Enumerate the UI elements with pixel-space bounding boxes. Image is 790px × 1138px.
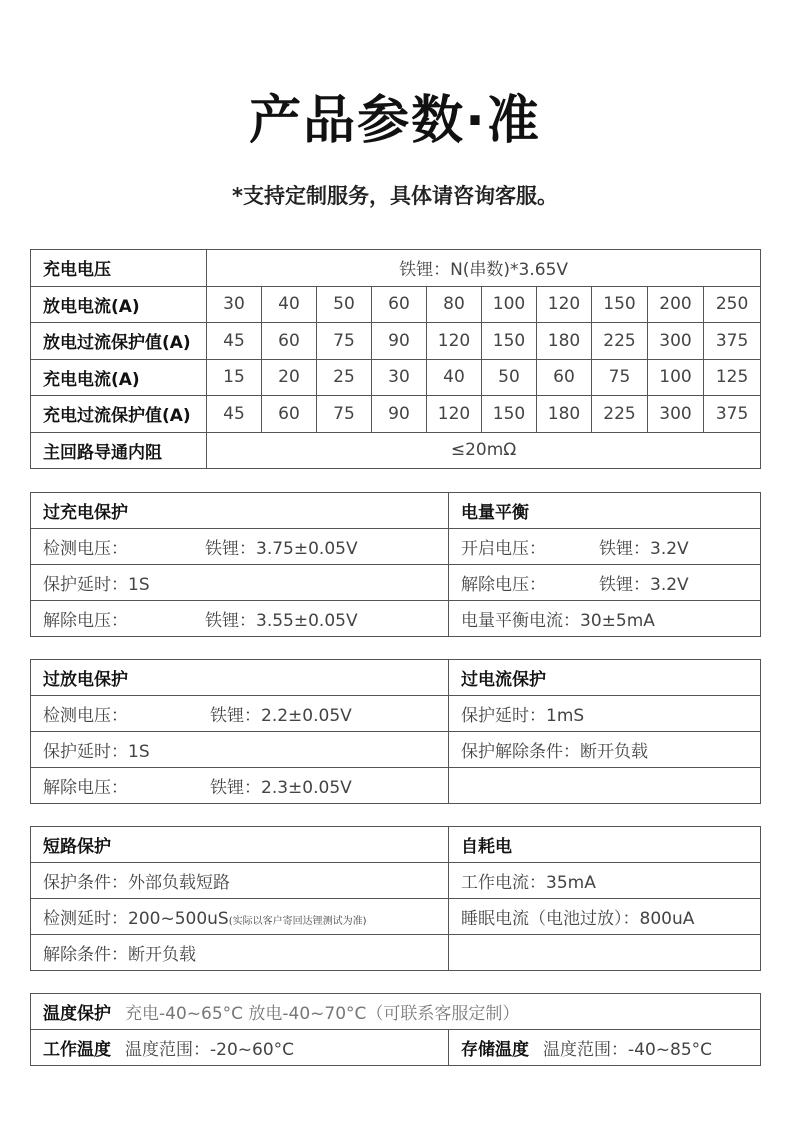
table-cell: 75 [317, 323, 372, 360]
balance-current: 电量平衡电流：30±5mA [449, 601, 761, 637]
sleep-current: 睡眠电流（电池过放）：800uA [449, 899, 761, 935]
overcharge-detect-value: 铁锂：3.75±0.05V [205, 539, 358, 559]
table-cell: 300 [648, 396, 704, 433]
resistance-label: 主回路导通内阻 [31, 432, 207, 469]
table-cell: 300 [648, 323, 704, 360]
overdischarge-detect-cell [31, 696, 449, 732]
temperature-protect-cell [31, 994, 761, 1030]
balance-release-cell [449, 565, 761, 601]
row-label: 放电电流(A) [31, 286, 207, 323]
table-cell: 60 [262, 323, 317, 360]
overcharge-balance-table [30, 492, 761, 637]
short-circuit-release: 解除条件：断开负载 [31, 935, 449, 971]
work-temperature-label: 工作温度 [43, 1040, 111, 1060]
charge-overcurrent-row [31, 396, 761, 433]
short-circuit-delay: 检测延时：200~500uS [43, 909, 229, 929]
table-cell: 20 [262, 359, 317, 396]
balance-release-label: 解除电压： [461, 575, 546, 595]
table-cell: 90 [372, 323, 427, 360]
overdischarge-release-label: 解除电压： [43, 778, 128, 798]
temperature-protect-value: 充电-40~65°C 放电-40~70°C（可联系客服定制） [125, 1004, 520, 1024]
balance-open-label: 开启电压： [461, 539, 546, 559]
overdischarge-overcurrent-table [30, 659, 761, 804]
table-cell: 375 [704, 396, 761, 433]
table-cell: 60 [372, 286, 427, 323]
short-circuit-delay-note: (实际以客户寄回达锂测试为准) [228, 916, 367, 927]
table-cell: 75 [592, 359, 648, 396]
table-cell: 60 [262, 396, 317, 433]
table-cell: 30 [207, 286, 262, 323]
table-cell: 90 [372, 396, 427, 433]
overcurrent-title: 过电流保护 [449, 660, 761, 696]
table-cell: 40 [262, 286, 317, 323]
overcharge-title: 过充电保护 [31, 493, 449, 529]
short-circuit-condition: 保护条件：外部负载短路 [31, 863, 449, 899]
table-cell: 30 [372, 359, 427, 396]
overcharge-release-cell [31, 601, 449, 637]
overdischarge-detect-label: 检测电压： [43, 706, 128, 726]
balance-open-value: 铁锂：3.2V [599, 539, 689, 559]
table-cell: 150 [482, 396, 537, 433]
resistance-value: ≤20mΩ [207, 432, 761, 469]
balance-release-value: 铁锂：3.2V [599, 575, 689, 595]
balance-title: 电量平衡 [449, 493, 761, 529]
table-cell: 100 [482, 286, 537, 323]
table-cell: 80 [427, 286, 482, 323]
discharge-overcurrent-row [31, 323, 761, 360]
discharge-current-row [31, 286, 761, 323]
row-label: 充电电流(A) [31, 359, 207, 396]
temperature-table [30, 993, 761, 1066]
overdischarge-release-cell [31, 768, 449, 804]
short-circuit-delay-cell [31, 899, 449, 935]
table-cell: 120 [427, 396, 482, 433]
table-cell: 180 [537, 396, 592, 433]
table-cell: 250 [704, 286, 761, 323]
table-cell: 180 [537, 323, 592, 360]
storage-temperature-value: 温度范围：-40~85°C [543, 1040, 713, 1060]
overdischarge-detect-value: 铁锂：2.2±0.05V [210, 706, 352, 726]
resistance-row [31, 432, 761, 469]
work-temperature-cell [31, 1030, 449, 1066]
overcurrent-release: 保护解除条件：断开负载 [449, 732, 761, 768]
self-consumption-title: 自耗电 [449, 827, 761, 863]
empty-cell [449, 935, 761, 971]
work-temperature-value: 温度范围：-20~60°C [125, 1040, 295, 1060]
table-cell: 125 [704, 359, 761, 396]
table-cell: 120 [537, 286, 592, 323]
overcurrent-delay: 保护延时：1mS [449, 696, 761, 732]
temperature-protect-label: 温度保护 [43, 1004, 111, 1024]
table-cell: 25 [317, 359, 372, 396]
short-circuit-title: 短路保护 [31, 827, 449, 863]
storage-temperature-label: 存储温度 [461, 1040, 529, 1060]
spec-table [30, 249, 761, 469]
table-cell: 45 [207, 323, 262, 360]
page-title: 产品参数·准 [249, 91, 541, 151]
charge-voltage-label: 充电电压 [31, 250, 207, 287]
page-subtitle: *支持定制服务，具体请咨询客服。 [232, 184, 558, 208]
table-cell: 60 [537, 359, 592, 396]
table-cell: 45 [207, 396, 262, 433]
table-cell: 375 [704, 323, 761, 360]
overcharge-detect-label: 检测电压： [43, 539, 128, 559]
table-cell: 15 [207, 359, 262, 396]
table-cell: 120 [427, 323, 482, 360]
work-current: 工作电流：35mA [449, 863, 761, 899]
overcharge-detect-cell [31, 529, 449, 565]
table-cell: 40 [427, 359, 482, 396]
overdischarge-release-value: 铁锂：2.3±0.05V [210, 778, 352, 798]
row-label: 充电过流保护值(A) [31, 396, 207, 433]
charge-current-row [31, 359, 761, 396]
short-circuit-table [30, 826, 761, 971]
table-cell: 100 [648, 359, 704, 396]
table-cell: 50 [482, 359, 537, 396]
table-cell: 225 [592, 323, 648, 360]
balance-open-cell [449, 529, 761, 565]
charge-voltage-value: 铁锂：N(串数)*3.65V [207, 250, 761, 287]
table-cell: 200 [648, 286, 704, 323]
overcharge-release-value: 铁锂：3.55±0.05V [205, 611, 358, 631]
overdischarge-title: 过放电保护 [31, 660, 449, 696]
empty-cell [449, 768, 761, 804]
row-label: 放电过流保护值(A) [31, 323, 207, 360]
overcharge-delay: 保护延时：1S [31, 565, 449, 601]
table-cell: 150 [482, 323, 537, 360]
overcharge-release-label: 解除电压： [43, 611, 128, 631]
table-cell: 50 [317, 286, 372, 323]
table-cell: 75 [317, 396, 372, 433]
storage-temperature-cell [449, 1030, 761, 1066]
overdischarge-delay: 保护延时：1S [31, 732, 449, 768]
table-cell: 225 [592, 396, 648, 433]
charge-voltage-row [31, 250, 761, 287]
table-cell: 150 [592, 286, 648, 323]
